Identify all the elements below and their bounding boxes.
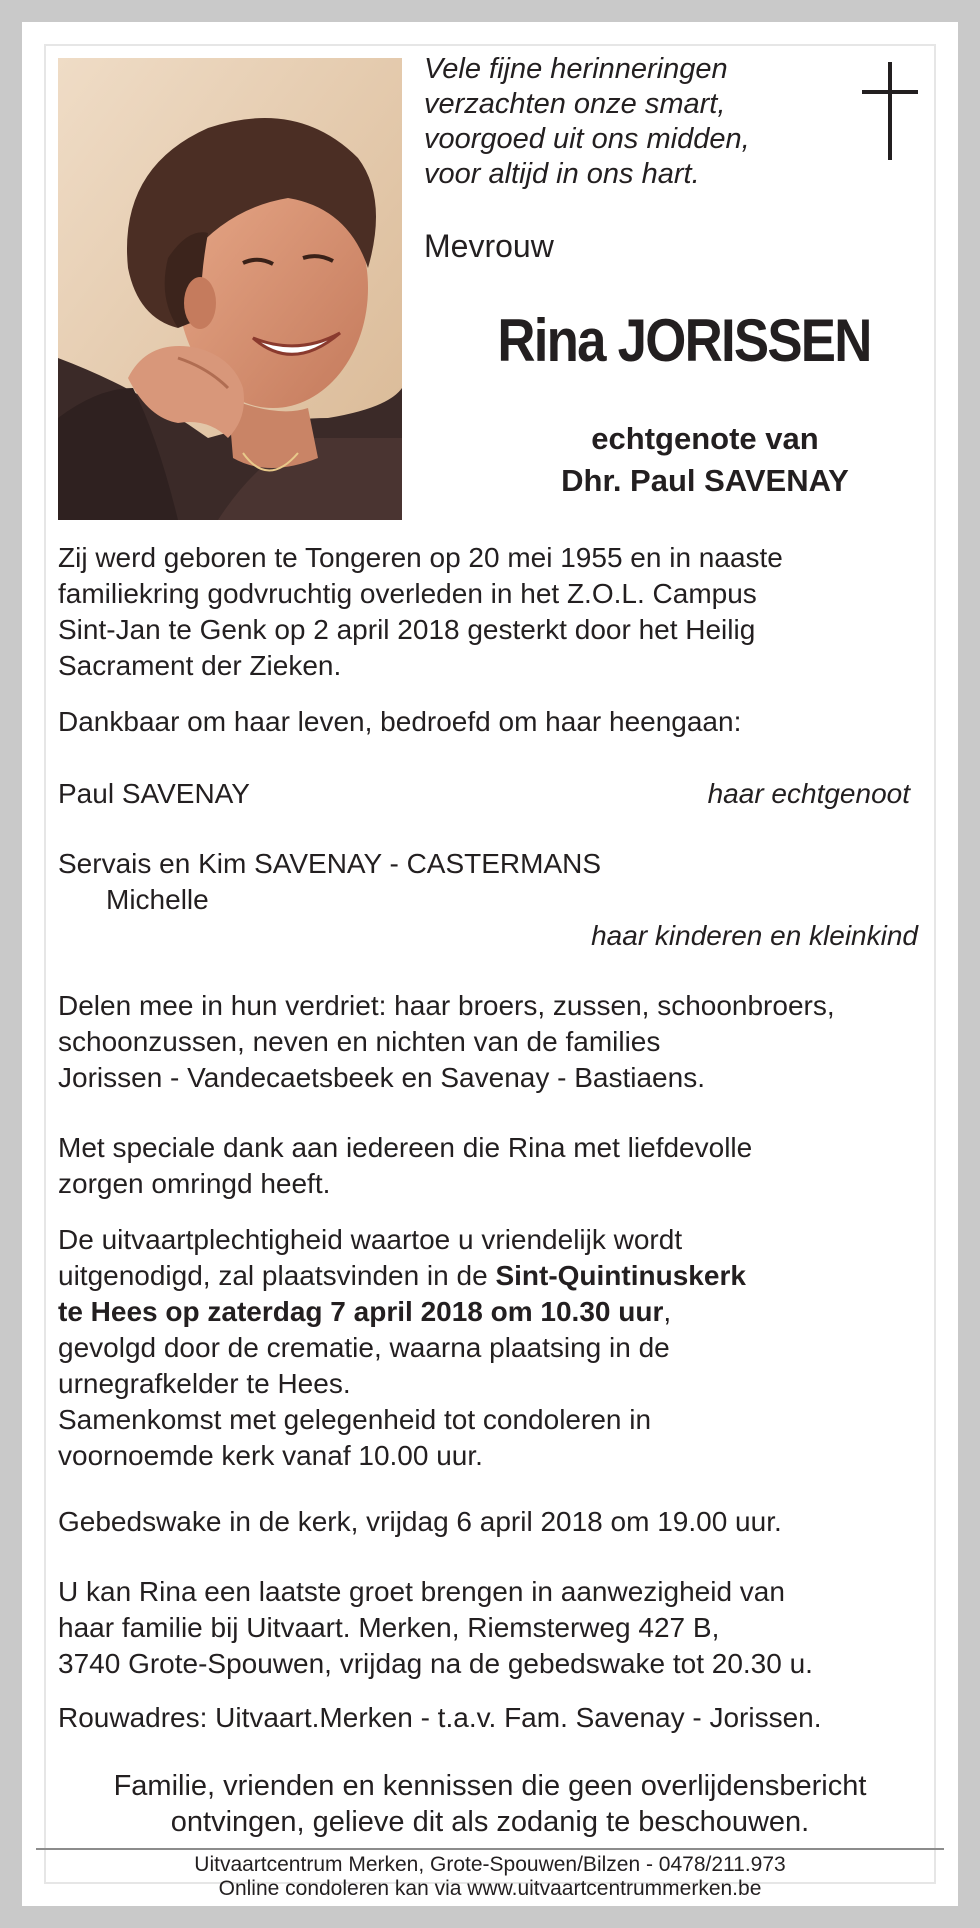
cross-icon bbox=[862, 62, 918, 160]
deceased-name: Rina JORISSEN bbox=[497, 307, 871, 374]
intro-line: Dankbaar om haar leven, bedroefd om haar heengaan: bbox=[58, 706, 742, 737]
paragraph-line: Met speciale dank aan iedereen die Rina met liefdevolle bbox=[58, 1132, 753, 1163]
paragraph-line: U kan Rina een laatste groet brengen in aanwezigheid van bbox=[58, 1576, 785, 1607]
paragraph-line: gevolgd door de crematie, waarna plaatsing in de bbox=[58, 1332, 670, 1363]
closing-line: Familie, vrienden en kennissen die geen overlijdensbericht bbox=[113, 1770, 867, 1802]
closing-note bbox=[58, 1768, 922, 1840]
church-name: Sint-Quintinuskerk bbox=[495, 1260, 746, 1291]
closing-line: ontvingen, gelieve dit als zodanig te beschouwen. bbox=[170, 1806, 810, 1838]
poem-line: Vele fijne herinneringen bbox=[424, 53, 728, 85]
wake-line: Gebedswake in de kerk, vrijdag 6 april 2018 om 19.00 uur. bbox=[58, 1506, 782, 1537]
paragraph-line bbox=[58, 1258, 746, 1294]
paragraph-line: voornoemde kerk vanaf 10.00 uur. bbox=[58, 1440, 483, 1471]
paragraph-line: schoonzussen, neven en nichten van de families bbox=[58, 1026, 661, 1057]
spouse-line-2: Dhr. Paul SAVENAY bbox=[561, 463, 849, 498]
paragraph-line bbox=[58, 1294, 746, 1330]
paragraph-line: haar familie bij Uitvaart. Merken, Riemsterweg 427 B, bbox=[58, 1612, 720, 1643]
paragraph-line: zorgen omringd heeft. bbox=[58, 1168, 331, 1199]
paragraph-line: familiekring godvruchtig overleden in het Z.O.L. Campus bbox=[58, 578, 757, 609]
sharing-paragraph bbox=[58, 988, 835, 1096]
spouse-line-1: echtgenote van bbox=[591, 421, 819, 456]
family-spouse-name: Paul SAVENAY bbox=[58, 778, 250, 809]
funeral-text: uitgenodigd, zal plaatsvinden in de bbox=[58, 1260, 496, 1291]
paragraph-line: De uitvaartplechtigheid waartoe u vriendelijk wordt bbox=[58, 1224, 683, 1255]
footer-funeral-home: Uitvaartcentrum Merken, Grote-Spouwen/Bilzen - 0478/211.973 bbox=[194, 1853, 786, 1876]
paragraph-line: Samenkomst met gelegenheid tot condoleren in bbox=[58, 1404, 652, 1435]
poem-line: voorgoed uit ons midden, bbox=[424, 123, 750, 155]
paragraph-line: Sacrament der Zieken. bbox=[58, 650, 342, 681]
thanks-paragraph bbox=[58, 1130, 752, 1202]
family-grandchild: Michelle bbox=[106, 884, 209, 915]
paragraph-line: Jorissen - Vandecaetsbeek en Savenay - Bastiaens. bbox=[58, 1062, 705, 1093]
portrait-illustration bbox=[58, 58, 402, 520]
paragraph-line: 3740 Grote-Spouwen, vrijdag na de gebedswake tot 20.30 u. bbox=[58, 1648, 813, 1679]
family-children: Servais en Kim SAVENAY - CASTERMANS bbox=[58, 848, 602, 879]
funeral-text: , bbox=[663, 1296, 672, 1327]
funeral-date-time: te Hees op zaterdag 7 april 2018 om 10.30 uur bbox=[58, 1296, 664, 1327]
funeral-paragraph bbox=[58, 1222, 746, 1474]
title-mevrouw: Mevrouw bbox=[424, 228, 554, 264]
paragraph-line: Delen mee in hun verdriet: haar broers, zussen, schoonbroers, bbox=[58, 990, 835, 1021]
paragraph-line: Sint-Jan te Genk op 2 april 2018 gesterkt door het Heilig bbox=[58, 614, 756, 645]
paragraph-line: urnegrafkelder te Hees. bbox=[58, 1368, 351, 1399]
portrait-photo bbox=[58, 58, 402, 520]
birth-paragraph bbox=[58, 540, 783, 684]
spouse-block bbox=[480, 418, 930, 502]
poem-line: verzachten onze smart, bbox=[424, 88, 726, 120]
footer-online-condolences: Online condoleren kan via www.uitvaartcentrummerken.be bbox=[218, 1877, 762, 1900]
paragraph-line: Zij werd geboren te Tongeren op 20 mei 1955 en in naaste bbox=[58, 542, 783, 573]
family-children-role: haar kinderen en kleinkind bbox=[591, 920, 918, 951]
poem-line: voor altijd in ons hart. bbox=[424, 158, 700, 190]
family-spouse-role: haar echtgenoot bbox=[707, 778, 910, 809]
mourning-address: Rouwadres: Uitvaart.Merken - t.a.v. Fam. Savenay - Jorissen. bbox=[58, 1702, 822, 1733]
visit-paragraph bbox=[58, 1574, 813, 1682]
footer-divider bbox=[36, 1848, 944, 1850]
poem bbox=[424, 52, 864, 192]
